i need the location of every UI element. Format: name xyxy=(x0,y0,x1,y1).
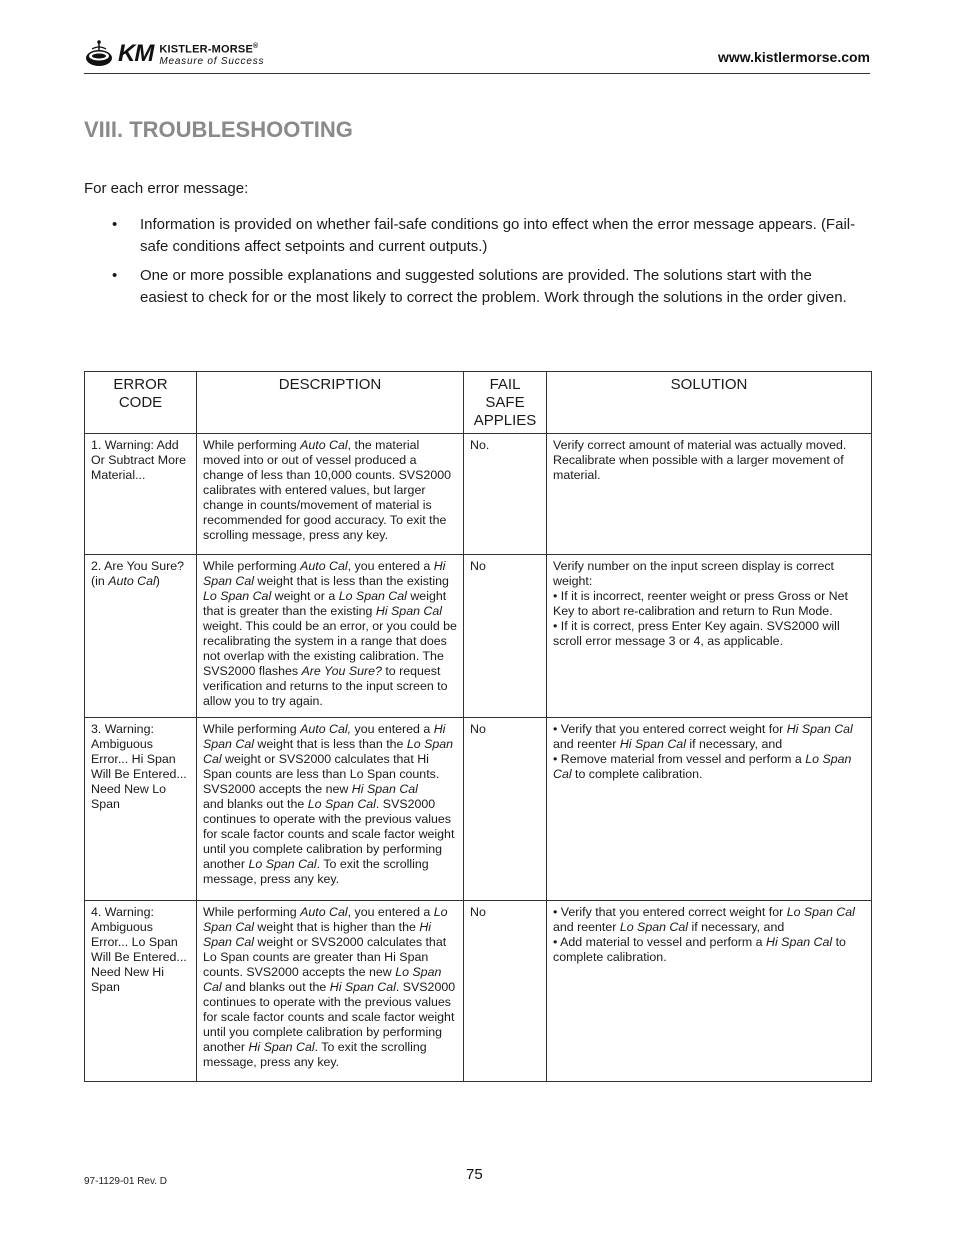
solution-cell xyxy=(547,718,872,901)
table-header-row xyxy=(85,372,872,434)
header-description: DESCRIPTION xyxy=(197,372,464,434)
italic-term: Hi Span Cal xyxy=(329,980,396,994)
table-row xyxy=(85,434,872,555)
text-segment: if necessary, and xyxy=(685,737,783,751)
error-code-cell: 4. Warning: Ambiguous Error... Lo Span Will Be Entered... Need New Hi Span xyxy=(85,901,197,1082)
text-segment: While performing xyxy=(203,438,301,452)
text-segment: Verify correct amount of material was actually moved. Recalibrate when possible with a larger movement of material. xyxy=(553,438,847,482)
italic-term: Hi Span Cal xyxy=(203,559,446,588)
italic-term: Hi Span Cal xyxy=(619,737,686,751)
description-cell xyxy=(197,555,464,718)
bullet-item xyxy=(110,214,860,258)
text-segment: and reenter xyxy=(553,737,620,751)
bullet-item xyxy=(110,265,860,309)
text-segment: While performing xyxy=(203,722,301,736)
text-segment: to complete calibration. xyxy=(553,935,846,964)
bullet-text: One or more possible explanations and suggested solutions are provided. The solutions start with the easiest to check for or the most likely to correct the problem. Work through the solutions in the order given. xyxy=(140,267,847,306)
italic-term: Lo Span Cal xyxy=(553,752,852,781)
text-segment: . To exit the scrolling message, press any key. xyxy=(203,857,429,886)
italic-term: Lo Span Cal xyxy=(619,920,689,934)
text-segment: • If it is correct, press Enter Key again. SVS2000 will scroll error message 3 or 4, as applicable. xyxy=(553,619,840,648)
description-cell xyxy=(197,434,464,555)
solution-cell xyxy=(547,434,872,555)
fail-safe-cell: No. xyxy=(464,434,547,555)
italic-term: Hi Span Cal xyxy=(351,782,418,796)
description-cell xyxy=(197,901,464,1082)
bullet-symbol: • xyxy=(112,216,118,233)
logo-wordmark xyxy=(159,41,264,67)
bullet-text: Information is provided on whether fail-safe conditions go into effect when the error message appears. (Fail-safe conditions affect setpoints and current outputs.) xyxy=(140,216,856,255)
website-url: www.kistlermorse.com xyxy=(718,49,870,65)
header-error-code: ERROR CODE xyxy=(85,372,197,434)
text-segment: • Remove material from vessel and perform a xyxy=(553,752,806,766)
table-row xyxy=(85,901,872,1082)
italic-term: Are You Sure? xyxy=(301,664,382,678)
italic-term: Auto Cal, xyxy=(300,722,352,736)
text-segment: weight that is less than the xyxy=(253,737,407,751)
italic-term: Lo Span Cal xyxy=(203,737,454,766)
company-logo xyxy=(84,38,264,70)
italic-term: Auto Cal xyxy=(300,438,348,452)
text-segment: • If it is incorrect, reenter weight or press Gross or Net Key to abort re-calibration and return to Run Mode. xyxy=(553,589,848,618)
text-segment: you entered a xyxy=(351,722,434,736)
text-segment: . SVS2000 continues to operate with the previous values for scale factor counts and scale factor weight until you complete calibration by performing another xyxy=(203,980,456,1054)
registered-mark: ® xyxy=(252,43,259,51)
fail-safe-cell: No xyxy=(464,555,547,718)
error-code-cell: 2. Are You Sure? (in Auto Cal) xyxy=(85,555,197,718)
italic-term: Auto Cal xyxy=(300,559,348,573)
text-segment: • Add material to vessel and perform a xyxy=(553,935,767,949)
text-segment: weight or a xyxy=(271,589,339,603)
document-code: 97-1129-01 Rev. D xyxy=(84,1176,168,1187)
italic-term: Lo Span Cal xyxy=(786,905,855,919)
italic-term: Hi Span Cal xyxy=(203,920,432,949)
italic-term: Hi Span Cal xyxy=(248,1040,315,1054)
text-segment: Verify number on the input screen display is correct weight: xyxy=(553,559,834,588)
bullet-symbol: • xyxy=(112,267,118,284)
page-header xyxy=(84,36,870,74)
text-segment: and reenter xyxy=(553,920,620,934)
text-segment: , the material moved into or out of vessel produced a change of less than 10,000 counts. SVS2000 calibrates with entered values, but larger change in counts/movement of material is recommended for good accuracy. To exit the scrolling message, press any key. xyxy=(203,438,451,542)
text-segment: While performing xyxy=(203,905,301,919)
text-segment: to complete calibration. xyxy=(571,767,703,781)
italic-term: Lo Span Cal xyxy=(203,905,448,934)
troubleshooting-table xyxy=(84,371,872,1082)
table-row xyxy=(85,718,872,901)
error-code-cell: 3. Warning: Ambiguous Error... Hi Span Will Be Entered... Need New Lo Span xyxy=(85,718,197,901)
text-segment: weight or SVS2000 calculates that Hi Span counts are less than Lo Span counts. SVS2000 accepts the new xyxy=(203,752,440,796)
italic-term: Hi Span Cal xyxy=(766,935,833,949)
text-segment: to request verification and returns to the input screen to allow you to try again. xyxy=(203,664,448,708)
text-segment: and blanks out the xyxy=(221,980,330,994)
italic-term: Hi Span Cal xyxy=(375,604,443,618)
text-segment: , you entered a xyxy=(347,559,434,573)
text-segment: • Verify that you entered correct weight for xyxy=(553,722,787,736)
error-code-cell: 1. Warning: Add Or Subtract More Material... xyxy=(85,434,197,555)
text-segment: weight. This could be an error, or you could be recalibrating the system in a range that does not overlap with the existing calibration. The SVS2000 flashes xyxy=(203,619,457,678)
section-title: VIII. TROUBLESHOOTING xyxy=(84,117,353,142)
italic-term: Lo Span Cal xyxy=(203,589,272,603)
text-segment: . SVS2000 continues to operate with the previous values for scale factor counts and scale factor weight until you complete calibration by performing another xyxy=(203,797,455,871)
text-segment: and blanks out the xyxy=(203,797,308,811)
italic-term: Hi Span Cal xyxy=(786,722,853,736)
italic-term: Lo Span Cal xyxy=(338,589,407,603)
text-segment: if necessary, and xyxy=(688,920,785,934)
italic-term: Lo Span Cal xyxy=(203,965,442,994)
table-row xyxy=(85,555,872,718)
text-segment: , you entered a xyxy=(347,905,434,919)
solution-cell xyxy=(547,555,872,718)
italic-term: Auto Cal xyxy=(300,905,348,919)
page-number: 75 xyxy=(466,1166,483,1183)
text-segment: weight that is greater than the existing xyxy=(203,589,447,618)
text-segment: weight or SVS2000 calculates that Lo Span counts are greater than Hi Span counts. SVS2000 accepts the new xyxy=(203,935,447,979)
header-fail-safe: FAIL SAFE APPLIES xyxy=(464,372,547,434)
header-solution: SOLUTION xyxy=(547,372,872,434)
italic-term: Lo Span Cal xyxy=(248,857,317,871)
italic-term: Hi Span Cal xyxy=(203,722,446,751)
fail-safe-cell: No xyxy=(464,718,547,901)
bullet-list xyxy=(110,214,860,316)
text-segment: weight that is less than the existing xyxy=(253,574,449,588)
italic-term: Lo Span Cal xyxy=(307,797,376,811)
logo-mark: KM xyxy=(118,40,154,67)
text-segment: While performing xyxy=(203,559,301,573)
fail-safe-cell: No xyxy=(464,901,547,1082)
description-cell xyxy=(197,718,464,901)
intro-text: For each error message: xyxy=(84,180,249,197)
text-segment: . To exit the scrolling message, press any key. xyxy=(203,1040,427,1069)
text-segment: • Verify that you entered correct weight for xyxy=(553,905,787,919)
solution-cell xyxy=(547,901,872,1082)
logo-emblem-icon xyxy=(84,39,114,69)
logo-tagline: Measure of Success xyxy=(159,55,265,67)
text-segment: weight that is higher than the xyxy=(253,920,420,934)
logo-brand-name: KISTLER-MORSE xyxy=(159,43,253,56)
